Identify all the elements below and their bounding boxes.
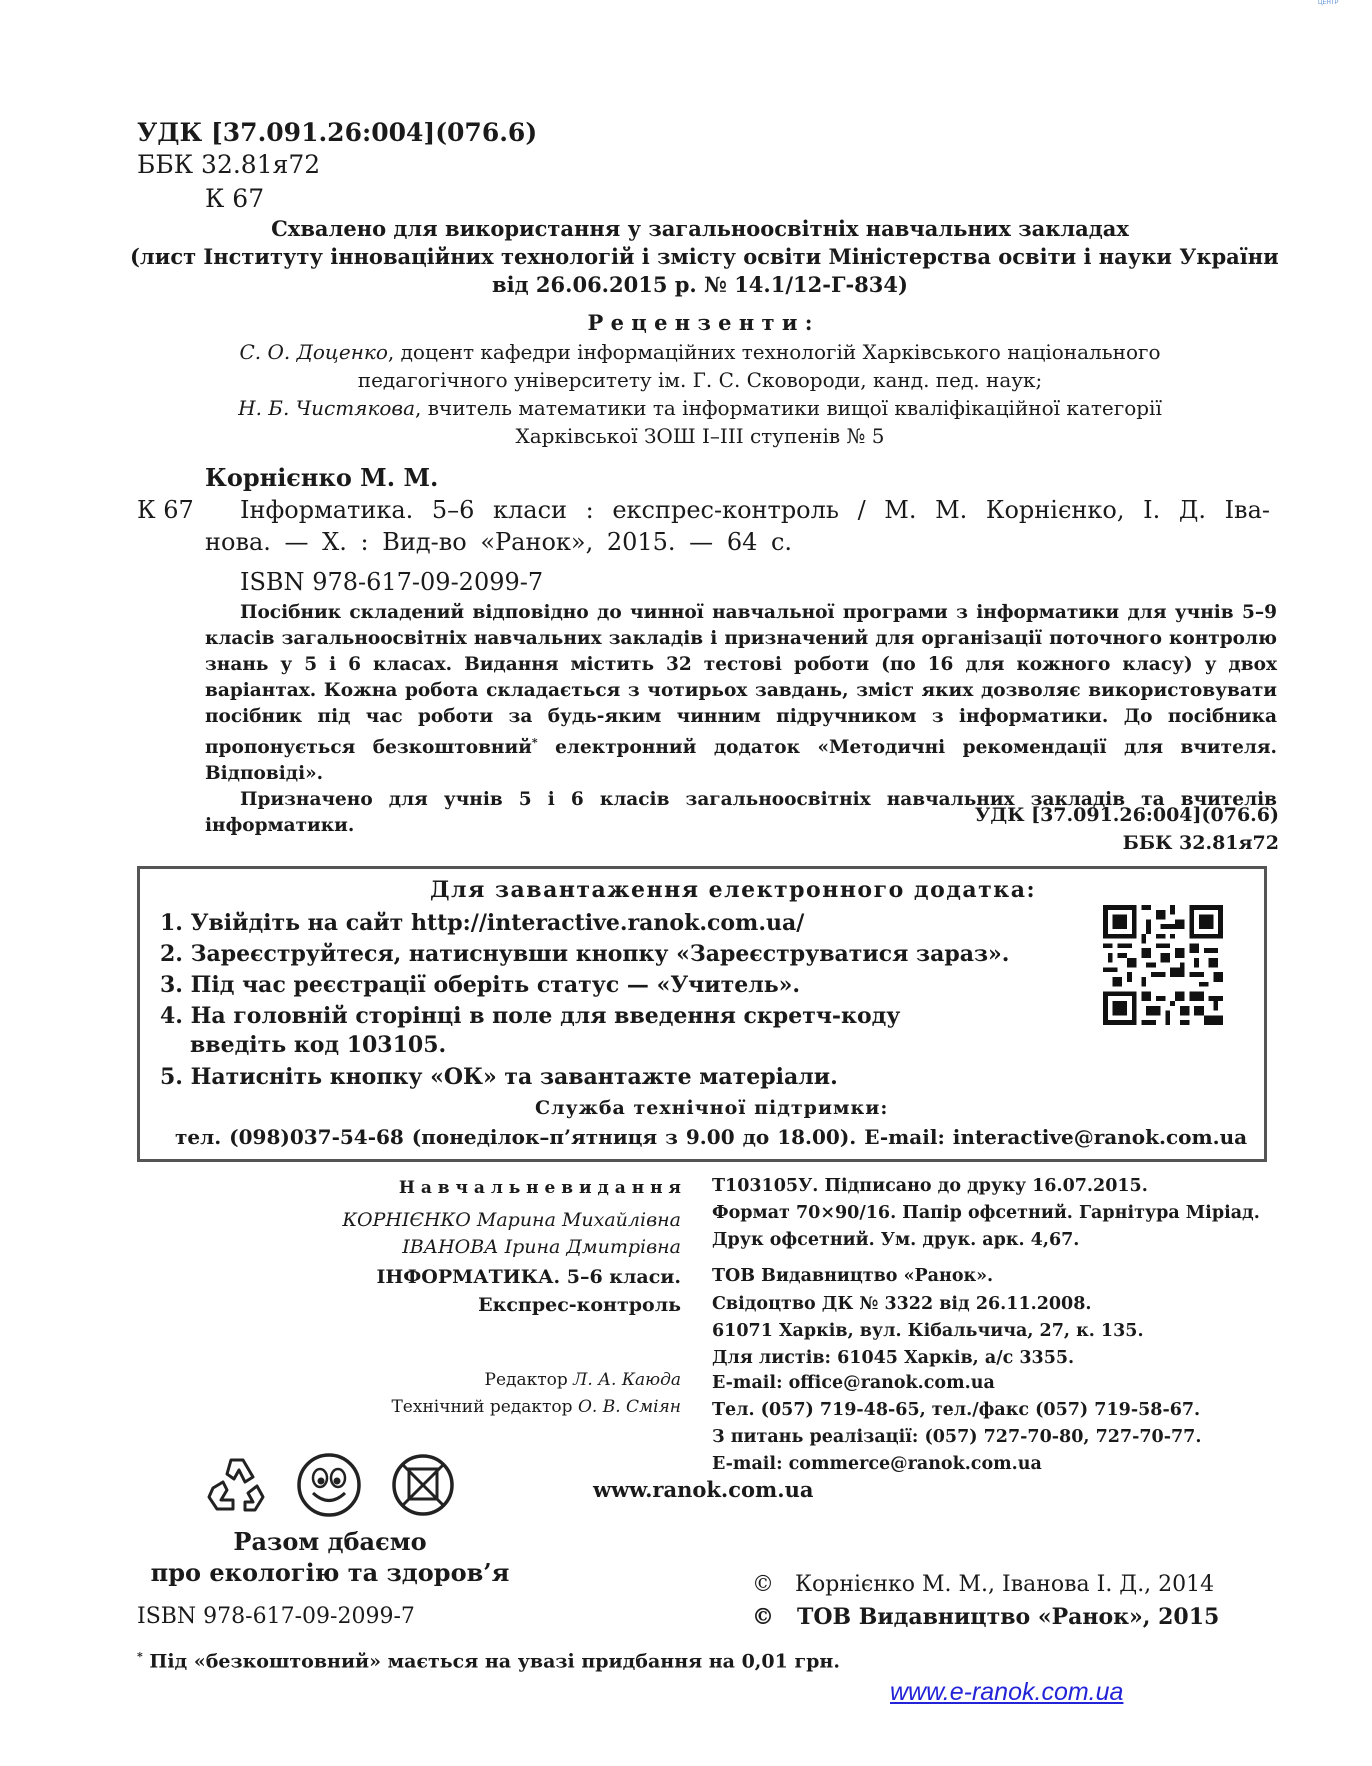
reviewers-title: Р е ц е н з е н т и : bbox=[587, 310, 813, 335]
imprint-line-4: ТОВ Видавництво «Ранок». bbox=[712, 1266, 994, 1286]
bbk-code: ББК 32.81я72 bbox=[137, 150, 321, 179]
reviewer-1-name: С. О. Доценко bbox=[239, 340, 388, 364]
abstract-p1-end: електронний додаток «Методичні рекомендації для вчителя. Відповіді». bbox=[205, 737, 1277, 785]
imprint-line-3: Друк офсетний. Ум. друк. арк. 4,67. bbox=[712, 1230, 1080, 1250]
step-5: 5. Натисніть кнопку «ОК» та завантажте матеріали. bbox=[160, 1064, 838, 1090]
imprint-line-9: Тел. (057) 719-48-65, тел./факс (057) 719-58-67. bbox=[712, 1400, 1201, 1420]
imprint-line-11: E-mail: commerce@ranok.com.ua bbox=[712, 1454, 1042, 1474]
edition-type: Н а в ч а л ь н е в и д а н н я bbox=[398, 1178, 681, 1198]
tech-editor-label: Технічний редактор bbox=[391, 1397, 578, 1417]
tech-editor-name: О. В. Сміян bbox=[577, 1397, 681, 1417]
abstract-udk: УДК [37.091.26:004](076.6) bbox=[974, 804, 1279, 826]
biblio-author: Корнієнко М. М. bbox=[205, 463, 439, 492]
biblio-code: К 67 bbox=[137, 496, 194, 524]
imprint-tech-editor bbox=[391, 1397, 681, 1417]
footnote-mark: * bbox=[531, 736, 538, 749]
biblio-line-2: нова. — Х. : Вид-во «Ранок», 2015. — 64 с. bbox=[205, 528, 793, 556]
step-1: 1. Увійдіть на сайт http://interactive.ranok.com.ua/ bbox=[160, 910, 805, 936]
approval-line-2: (лист Інституту інноваційних технологій і змісту освіти Міністерства освіти і науки України bbox=[130, 244, 1279, 269]
reviewer-1 bbox=[130, 340, 1270, 364]
copyright-2 bbox=[752, 1604, 1219, 1630]
imprint-line-2: Формат 70×90/16. Папір офсетний. Гарнітура Міріад. bbox=[712, 1203, 1260, 1223]
abstract-paragraph-1 bbox=[205, 600, 1277, 787]
editor-name: Л. А. Каюда bbox=[573, 1370, 681, 1390]
approval-line-3: від 26.06.2015 р. № 14.1/12-Г-834) bbox=[492, 272, 908, 297]
imprint-line-1: Т103105У. Підписано до друку 16.07.2015. bbox=[712, 1176, 1148, 1196]
imprint-line-8: E-mail: office@ranok.com.ua bbox=[712, 1373, 995, 1393]
imprint-line-10: З питань реалізації: (057) 727-70-80, 727-70-77. bbox=[712, 1427, 1202, 1447]
eco-slogan-line-1: Разом дбаємо bbox=[233, 1527, 427, 1556]
qr-code-icon bbox=[1103, 905, 1223, 1025]
e-ranok-link[interactable]: www.e-ranok.com.ua bbox=[890, 1678, 1124, 1706]
footnote bbox=[137, 1650, 840, 1672]
abstract-p1-text: Посібник складений відповідно до чинної навчальної програми з інформатики для учнів 5–9 класів загальноосвітніх навчальних закладів і призначений для організації поточного контролю знань у 5 і 6 класах. Видання містить 32 тестові роботи (по 16 для кожного класу) у двох варіантах. Кожна робота складається з чотирьох завдань, зміст яких дозволяє використовувати посібник під час роботи за будь-яким чинним підручником з інформатики. До посібника пропонується безкоштовний bbox=[205, 602, 1277, 759]
biblio-isbn: ISBN 978-617-09-2099-7 bbox=[240, 568, 544, 596]
imprint-author-2: ІВАНОВА Ірина Дмитрівна bbox=[402, 1236, 681, 1258]
download-box-title: Для завантаження електронного додатка: bbox=[430, 877, 1037, 903]
step-3: 3. Під час реєстрації оберіть статус — «Учитель». bbox=[160, 972, 801, 998]
copyright-symbol-2: © bbox=[752, 1604, 774, 1630]
abstract-paragraph-2: Призначено для учнів 5 і 6 класів загальноосвітніх навчальних закладів та вчителів інформатики. bbox=[205, 789, 1277, 837]
smiley-icon bbox=[296, 1452, 362, 1518]
reviewer-2-name: Н. Б. Чистякова bbox=[238, 396, 415, 420]
biblio-line-1: Інформатика. 5–6 класи : експрес-контроль / М. М. Корнієнко, І. Д. Іва- bbox=[240, 496, 1270, 524]
imprint-subtitle: Експрес-контроль bbox=[478, 1294, 681, 1316]
corner-logo bbox=[1318, 0, 1368, 14]
support-contacts: тел. (098)037-54-68 (понеділок–п’ятниця з 9.00 до 18.00). E-mail: interactive@ranok.com.ua bbox=[175, 1125, 1248, 1149]
copyright-1 bbox=[752, 1572, 1214, 1597]
udk-code: УДК [37.091.26:004](076.6) bbox=[137, 118, 538, 147]
imprint-title-main: ІНФОРМАТИКА bbox=[376, 1266, 554, 1288]
step-4-cont: введіть код 103105. bbox=[190, 1032, 447, 1058]
step-4: 4. На головній сторінці в поле для введення скретч-коду bbox=[160, 1003, 901, 1029]
author-mark: К 67 bbox=[205, 184, 265, 213]
isbn-bottom: ISBN 978-617-09-2099-7 bbox=[137, 1604, 415, 1629]
download-instructions-box bbox=[137, 866, 1267, 1162]
copyright-text-2: ТОВ Видавництво «Ранок», 2015 bbox=[796, 1604, 1220, 1630]
recycle-icon bbox=[203, 1452, 269, 1518]
step-2: 2. Зареєструйтеся, натиснувши кнопку «Зареєструватися зараз». bbox=[160, 941, 1010, 967]
imprint-author-1: КОРНІЄНКО Марина Михайлівна bbox=[342, 1209, 681, 1231]
approval-line-1: Схвалено для використання у загальноосвітніх навчальних закладах bbox=[271, 216, 1129, 241]
imprint-title-rest: . 5–6 класи. bbox=[553, 1266, 681, 1288]
imprint-line-6: 61071 Харків, вул. Кібальчича, 27, к. 135. bbox=[712, 1321, 1144, 1341]
copyright-symbol-1: © bbox=[752, 1572, 774, 1597]
footnote-text: Під «безкоштовний» мається на увазі придбання на 0,01 грн. bbox=[142, 1650, 840, 1673]
imprint-line-7: Для листів: 61045 Харків, а/с 3355. bbox=[712, 1348, 1075, 1368]
corner-logo-text: ЦЕНТР bbox=[1318, 0, 1339, 6]
footnote-star: * bbox=[137, 1650, 143, 1663]
reviewer-2-cont: Харківської ЗОШ І–ІІІ ступенів № 5 bbox=[515, 424, 885, 448]
reviewer-1-text: , доцент кафедри інформаційних технологій Харківського національного bbox=[387, 340, 1161, 364]
copyright-text-1: Корнієнко М. М., Іванова І. Д., 2014 bbox=[794, 1572, 1215, 1597]
reviewer-1-cont: педагогічного університету ім. Г. С. Сковороди, канд. пед. наук; bbox=[357, 368, 1043, 392]
publisher-website: www.ranok.com.ua bbox=[593, 1477, 814, 1502]
imprint-editor bbox=[485, 1370, 682, 1390]
imprint-line-5: Свідоцтво ДК № 3322 від 26.11.2008. bbox=[712, 1294, 1092, 1314]
reviewer-2 bbox=[130, 396, 1270, 420]
imprint-title bbox=[376, 1266, 681, 1288]
reviewer-2-text: , вчитель математики та інформатики вищої кваліфікаційної категорії bbox=[415, 396, 1162, 420]
support-title: Служба технічної підтримки: bbox=[535, 1097, 889, 1119]
editor-label: Редактор bbox=[484, 1370, 574, 1390]
eco-slogan-line-2: про екологію та здоров’я bbox=[150, 1558, 510, 1587]
abstract-bbk: ББК 32.81я72 bbox=[1122, 832, 1279, 854]
no-harm-icon bbox=[390, 1452, 456, 1518]
